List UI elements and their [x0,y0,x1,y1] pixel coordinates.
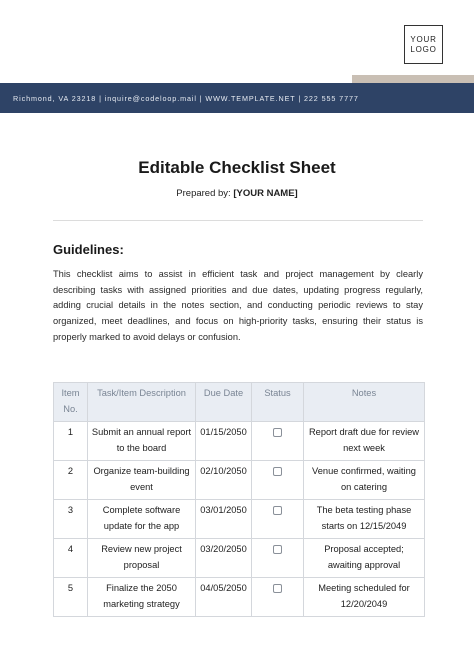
header-due-date: Due Date [196,383,252,422]
checklist-table [53,382,425,617]
prepared-by-name: [YOUR NAME] [233,188,298,199]
item-no: 3 [54,500,88,539]
due-date: 03/01/2050 [196,500,252,539]
prepared-by-label: Prepared by: [176,188,231,199]
status-cell [252,539,304,578]
accent-strip [352,75,474,83]
status-checkbox[interactable] [273,467,282,476]
logo-line-2: LOGO [410,44,437,54]
contact-info: Richmond, VA 23218 | inquire@codeloop.mail | WWW.TEMPLATE.NET | 222 555 7777 [13,93,359,103]
notes: Venue confirmed, waiting on catering [304,461,425,500]
header-status: Status [252,383,304,422]
table-row [54,461,425,500]
status-cell [252,578,304,617]
prepared-by [0,188,474,199]
status-checkbox[interactable] [273,584,282,593]
notes: Proposal accepted; awaiting approval [304,539,425,578]
item-no: 2 [54,461,88,500]
item-no: 1 [54,422,88,461]
due-date: 02/10/2050 [196,461,252,500]
status-cell [252,422,304,461]
status-cell [252,500,304,539]
header-notes: Notes [304,383,425,422]
item-no: 5 [54,578,88,617]
due-date: 01/15/2050 [196,422,252,461]
notes: Report draft due for review next week [304,422,425,461]
table-row [54,578,425,617]
status-cell [252,461,304,500]
company-logo [404,25,443,64]
notes: Meeting scheduled for 12/20/2049 [304,578,425,617]
logo-line-1: YOUR [410,34,437,44]
due-date: 04/05/2050 [196,578,252,617]
header-item-no: Item No. [54,383,88,422]
item-no: 4 [54,539,88,578]
task-description: Submit an annual report to the board [88,422,196,461]
table-row [54,500,425,539]
document-title: Editable Checklist Sheet [138,158,336,177]
task-description: Finalize the 2050 marketing strategy [88,578,196,617]
header-task: Task/Item Description [88,383,196,422]
due-date: 03/20/2050 [196,539,252,578]
status-checkbox[interactable] [273,428,282,437]
table-row [54,422,425,461]
contact-header-band [0,83,474,113]
table-row [54,539,425,578]
task-description: Complete software update for the app [88,500,196,539]
notes: The beta testing phase starts on 12/15/2049 [304,500,425,539]
status-checkbox[interactable] [273,545,282,554]
status-checkbox[interactable] [273,506,282,515]
task-description: Organize team-building event [88,461,196,500]
guidelines-heading: Guidelines: [53,242,124,257]
table-header-row [54,383,425,422]
section-divider [53,220,423,221]
task-description: Review new project proposal [88,539,196,578]
guidelines-text: This checklist aims to assist in efficient task and project management by clearly describing tasks with assigned priorities and due dates, updating progress regularly, adding crucial details in the notes section, and conducting periodic reviews to stay organized, meet deadlines, and focus on high-priority tasks, ensuring their status is properly marked to avoid delays or confusion. [53,269,423,342]
